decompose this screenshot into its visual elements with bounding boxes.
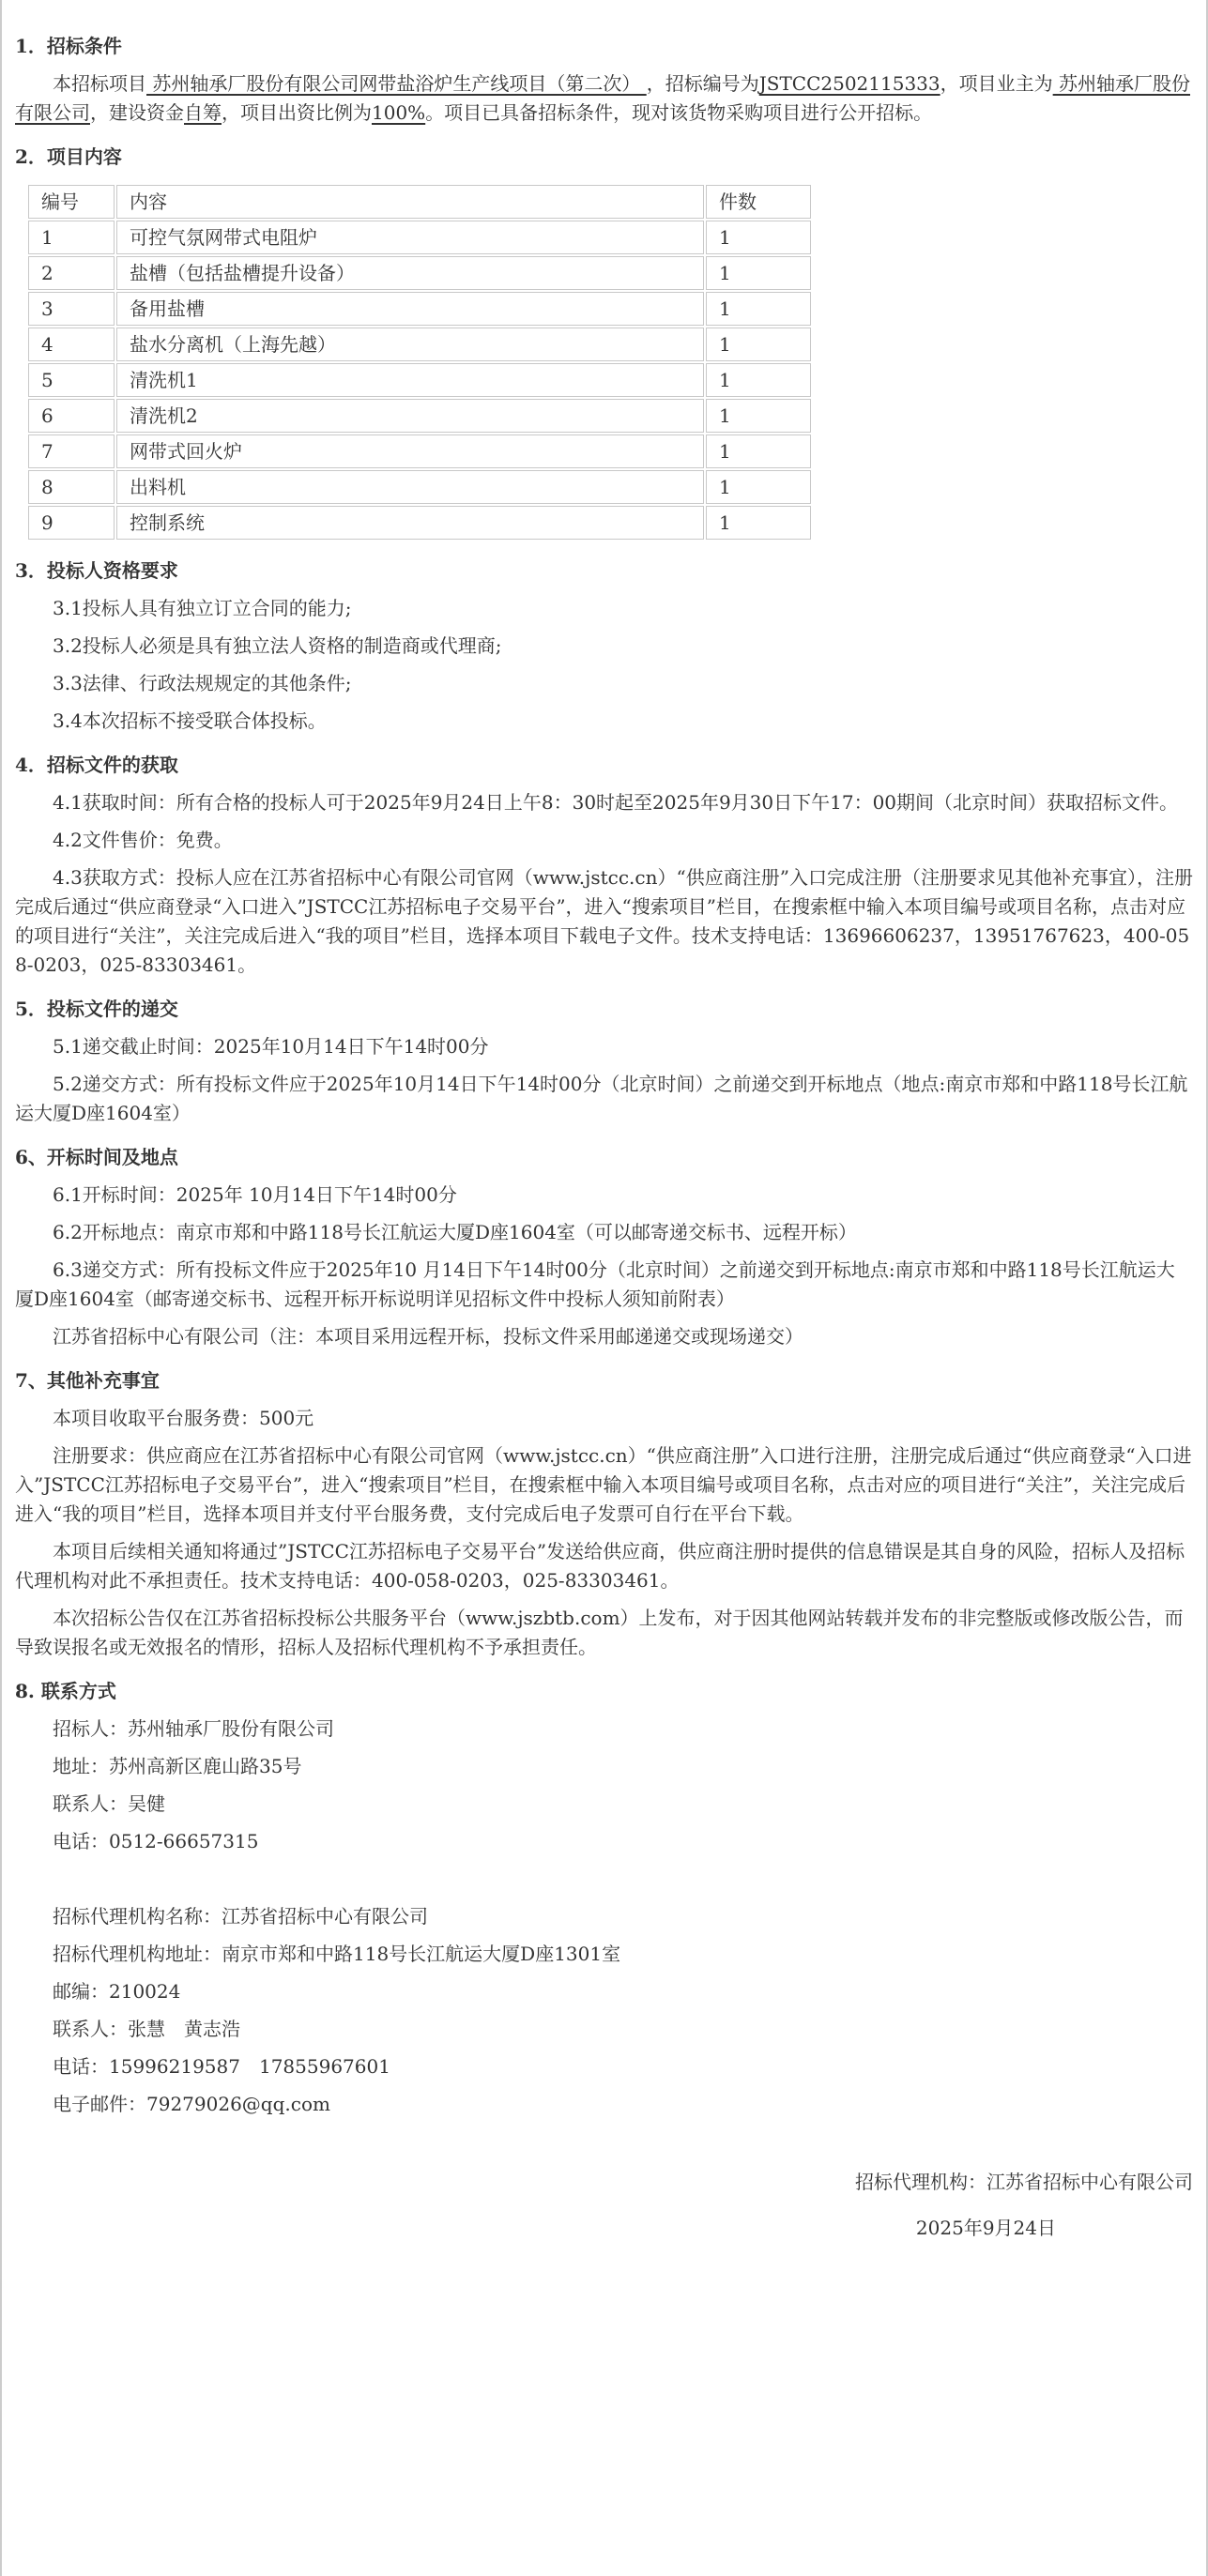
- paragraph: [15, 1322, 1193, 1351]
- table-row: [28, 470, 811, 504]
- text-segment: 。项目已具备招标条件，现对该货物采购项目进行公开招标。: [425, 101, 933, 124]
- table-cell: 1: [706, 399, 811, 433]
- table-cell: 清洗机2: [116, 399, 704, 433]
- paragraph: [15, 1604, 1193, 1662]
- text-segment: 本项目后续相关通知将通过”JSTCC江苏招标电子交易平台”发送给供应商，供应商注册时提供的信息错误是其自身的风险，招标人及招标代理机构对此不承担责任。技术支持电话：400-058-0203，025-83303461。: [15, 1540, 1185, 1592]
- paragraph: [15, 826, 1193, 855]
- table-header-row: [28, 185, 811, 219]
- table-cell: 盐槽（包括盐槽提升设备）: [116, 256, 704, 290]
- table-row: [28, 292, 811, 326]
- text-segment: 6.1开标时间：2025年 10月14日下午14时00分: [53, 1183, 457, 1206]
- text-segment: 电话：15996219587 17855967601: [53, 2055, 390, 2078]
- table-body: [28, 221, 811, 540]
- text-segment: 5.2递交方式：所有投标文件应于2025年10月14日下午14时00分（北京时间）之前递交到开标地点（地点:南京市郑和中路118号长江航运大厦D座1604室）: [15, 1073, 1188, 1124]
- text-segment: 本次招标公告仅在江苏省招标投标公共服务平台（www.jszbtb.com）上发布，对于因其他网站转载并发布的非完整版或修改版公告，而导致误报名或无效报名的情形，招标人及招标代理机构不予承担责任。: [15, 1607, 1184, 1658]
- section-bid-submission: [15, 995, 1193, 1128]
- table-cell: 1: [706, 292, 811, 326]
- table-cell: 1: [28, 221, 115, 254]
- table-row: [28, 256, 811, 290]
- underlined-text: JSTCC2502115333: [758, 72, 940, 95]
- table-header-cell: 件数: [706, 185, 811, 219]
- text-segment: 本项目收取平台服务费：500元: [53, 1407, 314, 1429]
- paragraph: [15, 1940, 1193, 1969]
- text-segment: 邮编：210024: [53, 1980, 181, 2003]
- project-items-table: [26, 183, 813, 541]
- paragraph: [15, 1902, 1193, 1931]
- section-body-5: [15, 1032, 1193, 1128]
- table-cell: 1: [706, 328, 811, 361]
- paragraph: [15, 1032, 1193, 1061]
- section-project-content: [15, 143, 1193, 541]
- section-heading-7: 7、其他补充事宜: [15, 1369, 160, 1392]
- underlined-text: 苏州轴承厂股份有限公司网带盐浴炉生产线项目（第二次）: [146, 72, 647, 95]
- table-cell: 盐水分离机（上海先越）: [116, 328, 704, 361]
- table-cell: 3: [28, 292, 115, 326]
- text-segment: 联系人：吴健: [53, 1792, 165, 1815]
- paragraph: [15, 1070, 1193, 1128]
- text-segment: 3.3法律、行政法规规定的其他条件;: [53, 672, 352, 694]
- section-heading-5: 5．投标文件的递交: [15, 998, 178, 1020]
- text-segment: 招标代理机构地址：南京市郑和中路118号长江航运大厦D座1301室: [53, 1943, 621, 1965]
- text-segment: ，项目业主为: [940, 72, 1053, 95]
- text-segment: 6.3递交方式：所有投标文件应于2025年10 月14日下午14时00分（北京时间）之前递交到开标地点:南京市郑和中路118号长江航运大厦D座1604室（邮寄递交标书、远程开标开标说明详见招标文件中投标人须知前附表）: [15, 1258, 1175, 1310]
- text-segment: 3.4本次招标不接受联合体投标。: [53, 709, 327, 732]
- text-segment: 江苏省招标中心有限公司（注：本项目采用远程开标，投标文件采用邮递递交或现场递交）: [53, 1325, 803, 1348]
- blank-line: [15, 1865, 1193, 1894]
- table-cell: 1: [706, 363, 811, 397]
- section-heading-2: 2．项目内容: [15, 145, 122, 168]
- section-document-acquisition: [15, 751, 1193, 980]
- text-segment: 注册要求：供应商应在江苏省招标中心有限公司官网（www.jstcc.cn）“供应商注册”入口进行注册，注册完成后通过“供应商登录“入口进入”JSTCC江苏招标电子交易平台”，进入“搜索项目”栏目，在搜索框中输入本项目编号或项目名称，点击对应的项目进行“关注”，关注完成后进入“我的项目”栏目，选择本项目并支付平台服务费，支付完成后电子发票可自行在平台下载。: [15, 1444, 1192, 1525]
- text-segment: 招标人：苏州轴承厂股份有限公司: [53, 1717, 334, 1740]
- section-body-8: [15, 1715, 1193, 2119]
- table-header-cell: 编号: [28, 185, 115, 219]
- section-body-4: [15, 788, 1193, 980]
- table-cell: 出料机: [116, 470, 704, 504]
- text-segment: 5.1递交截止时间：2025年10月14日下午14时00分: [53, 1035, 489, 1058]
- table-cell: 控制系统: [116, 506, 704, 540]
- section-tender-conditions: [15, 32, 1193, 128]
- paragraph: [15, 1827, 1193, 1856]
- underlined-text: 100%: [372, 101, 426, 124]
- table-cell: 可控气氛网带式电阻炉: [116, 221, 704, 254]
- section-contact-info: [15, 1677, 1193, 2119]
- text-segment: 3.2投标人必须是具有独立法人资格的制造商或代理商;: [53, 634, 502, 657]
- table-row: [28, 506, 811, 540]
- table-row: [28, 363, 811, 397]
- table-cell: 6: [28, 399, 115, 433]
- table-cell: 7: [28, 434, 115, 468]
- paragraph: [15, 669, 1193, 698]
- table-cell: 8: [28, 470, 115, 504]
- table-cell: 4: [28, 328, 115, 361]
- table-cell: 网带式回火炉: [116, 434, 704, 468]
- text-segment: 4.2文件售价：免费。: [53, 829, 233, 851]
- section-bidder-qualifications: [15, 556, 1193, 736]
- text-segment: 本招标项目: [53, 72, 146, 95]
- table-row: [28, 221, 811, 254]
- paragraph: [15, 2090, 1193, 2119]
- paragraph: [15, 2052, 1193, 2081]
- section-body-1: [15, 69, 1193, 128]
- text-segment: 招标代理机构名称：江苏省招标中心有限公司: [53, 1905, 428, 1928]
- paragraph: [15, 2015, 1193, 2044]
- table-cell: 1: [706, 434, 811, 468]
- paragraph: [15, 707, 1193, 736]
- text-segment: ，项目出资比例为: [222, 101, 372, 124]
- table-cell: 9: [28, 506, 115, 540]
- paragraph: [15, 1441, 1193, 1529]
- paragraph: [15, 1181, 1193, 1210]
- text-segment: ，招标编号为: [646, 72, 759, 95]
- underlined-text: 自筹: [184, 101, 222, 124]
- text-segment: 3.1投标人具有独立订立合同的能力;: [53, 597, 352, 619]
- section-body-3: [15, 594, 1193, 736]
- section-bid-opening: [15, 1143, 1193, 1351]
- text-segment: 4.1获取时间：所有合格的投标人可于2025年9月24日上午8：30时起至2025年9月30日下午17：00期间（北京时间）获取招标文件。: [53, 791, 1179, 814]
- text-segment: 6.2开标地点：南京市郑和中路118号长江航运大厦D座1604室（可以邮寄递交标书、远程开标）: [53, 1221, 857, 1243]
- paragraph: [15, 1537, 1193, 1595]
- section-body-6: [15, 1181, 1193, 1351]
- section-heading-6: 6、开标时间及地点: [15, 1146, 178, 1168]
- paragraph: [15, 1404, 1193, 1433]
- text-segment: 电子邮件：79279026@qq.com: [53, 2093, 330, 2115]
- table-cell: 备用盐槽: [116, 292, 704, 326]
- section-heading-4: 4．招标文件的获取: [15, 754, 178, 776]
- footer-date-line: 2025年9月24日: [915, 2217, 1056, 2239]
- text-segment: ，建设资金: [90, 101, 184, 124]
- paragraph: [15, 1790, 1193, 1819]
- underlined-text: 苏州轴承厂股份有限公司: [15, 72, 1190, 124]
- table-cell: 1: [706, 256, 811, 290]
- paragraph: [15, 69, 1193, 128]
- table-cell: 5: [28, 363, 115, 397]
- table-cell: 1: [706, 221, 811, 254]
- paragraph: [15, 1715, 1193, 1744]
- text-segment: 4.3获取方式：投标人应在江苏省招标中心有限公司官网（www.jstcc.cn）“供应商注册”入口完成注册（注册要求见其他补充事宜），注册完成后通过“供应商登录“入口进入”JSTCC江苏招标电子交易平台”，进入“搜索项目”栏目，在搜索框中输入本项目编号或项目名称，点击对应的项目进行“关注”，关注完成后进入“我的项目”栏目，选择本项目下载电子文件。技术支持电话：13696606237，13951767623，400-058-0203，025-83303461。: [15, 866, 1193, 976]
- table-cell: 1: [706, 470, 811, 504]
- table-row: [28, 328, 811, 361]
- paragraph: [15, 1752, 1193, 1781]
- paragraph: [15, 1977, 1193, 2006]
- table-row: [28, 399, 811, 433]
- footer-agency-line: 招标代理机构：江苏省招标中心有限公司: [855, 2171, 1193, 2193]
- text-segment: 地址：苏州高新区鹿山路35号: [53, 1755, 302, 1777]
- paragraph: [15, 1218, 1193, 1247]
- section-heading-1: 1．招标条件: [15, 35, 122, 57]
- table-row: [28, 434, 811, 468]
- paragraph: [15, 594, 1193, 623]
- section-body-7: [15, 1404, 1193, 1662]
- paragraph: [15, 1256, 1193, 1314]
- paragraph: [15, 863, 1193, 980]
- paragraph: [15, 788, 1193, 817]
- paragraph: [15, 632, 1193, 661]
- table-cell: 2: [28, 256, 115, 290]
- tender-notice: [2, 0, 1206, 2280]
- footer-block: [15, 2168, 1193, 2243]
- table-header-cell: 内容: [116, 185, 704, 219]
- section-heading-3: 3．投标人资格要求: [15, 559, 178, 582]
- section-supplementary-matters: [15, 1366, 1193, 1662]
- table-cell: 清洗机1: [116, 363, 704, 397]
- section-heading-8: 8. 联系方式: [15, 1680, 116, 1702]
- table-cell: 1: [706, 506, 811, 540]
- text-segment: 电话：0512-66657315: [53, 1830, 259, 1852]
- text-segment: 联系人：张慧 黄志浩: [53, 2018, 240, 2040]
